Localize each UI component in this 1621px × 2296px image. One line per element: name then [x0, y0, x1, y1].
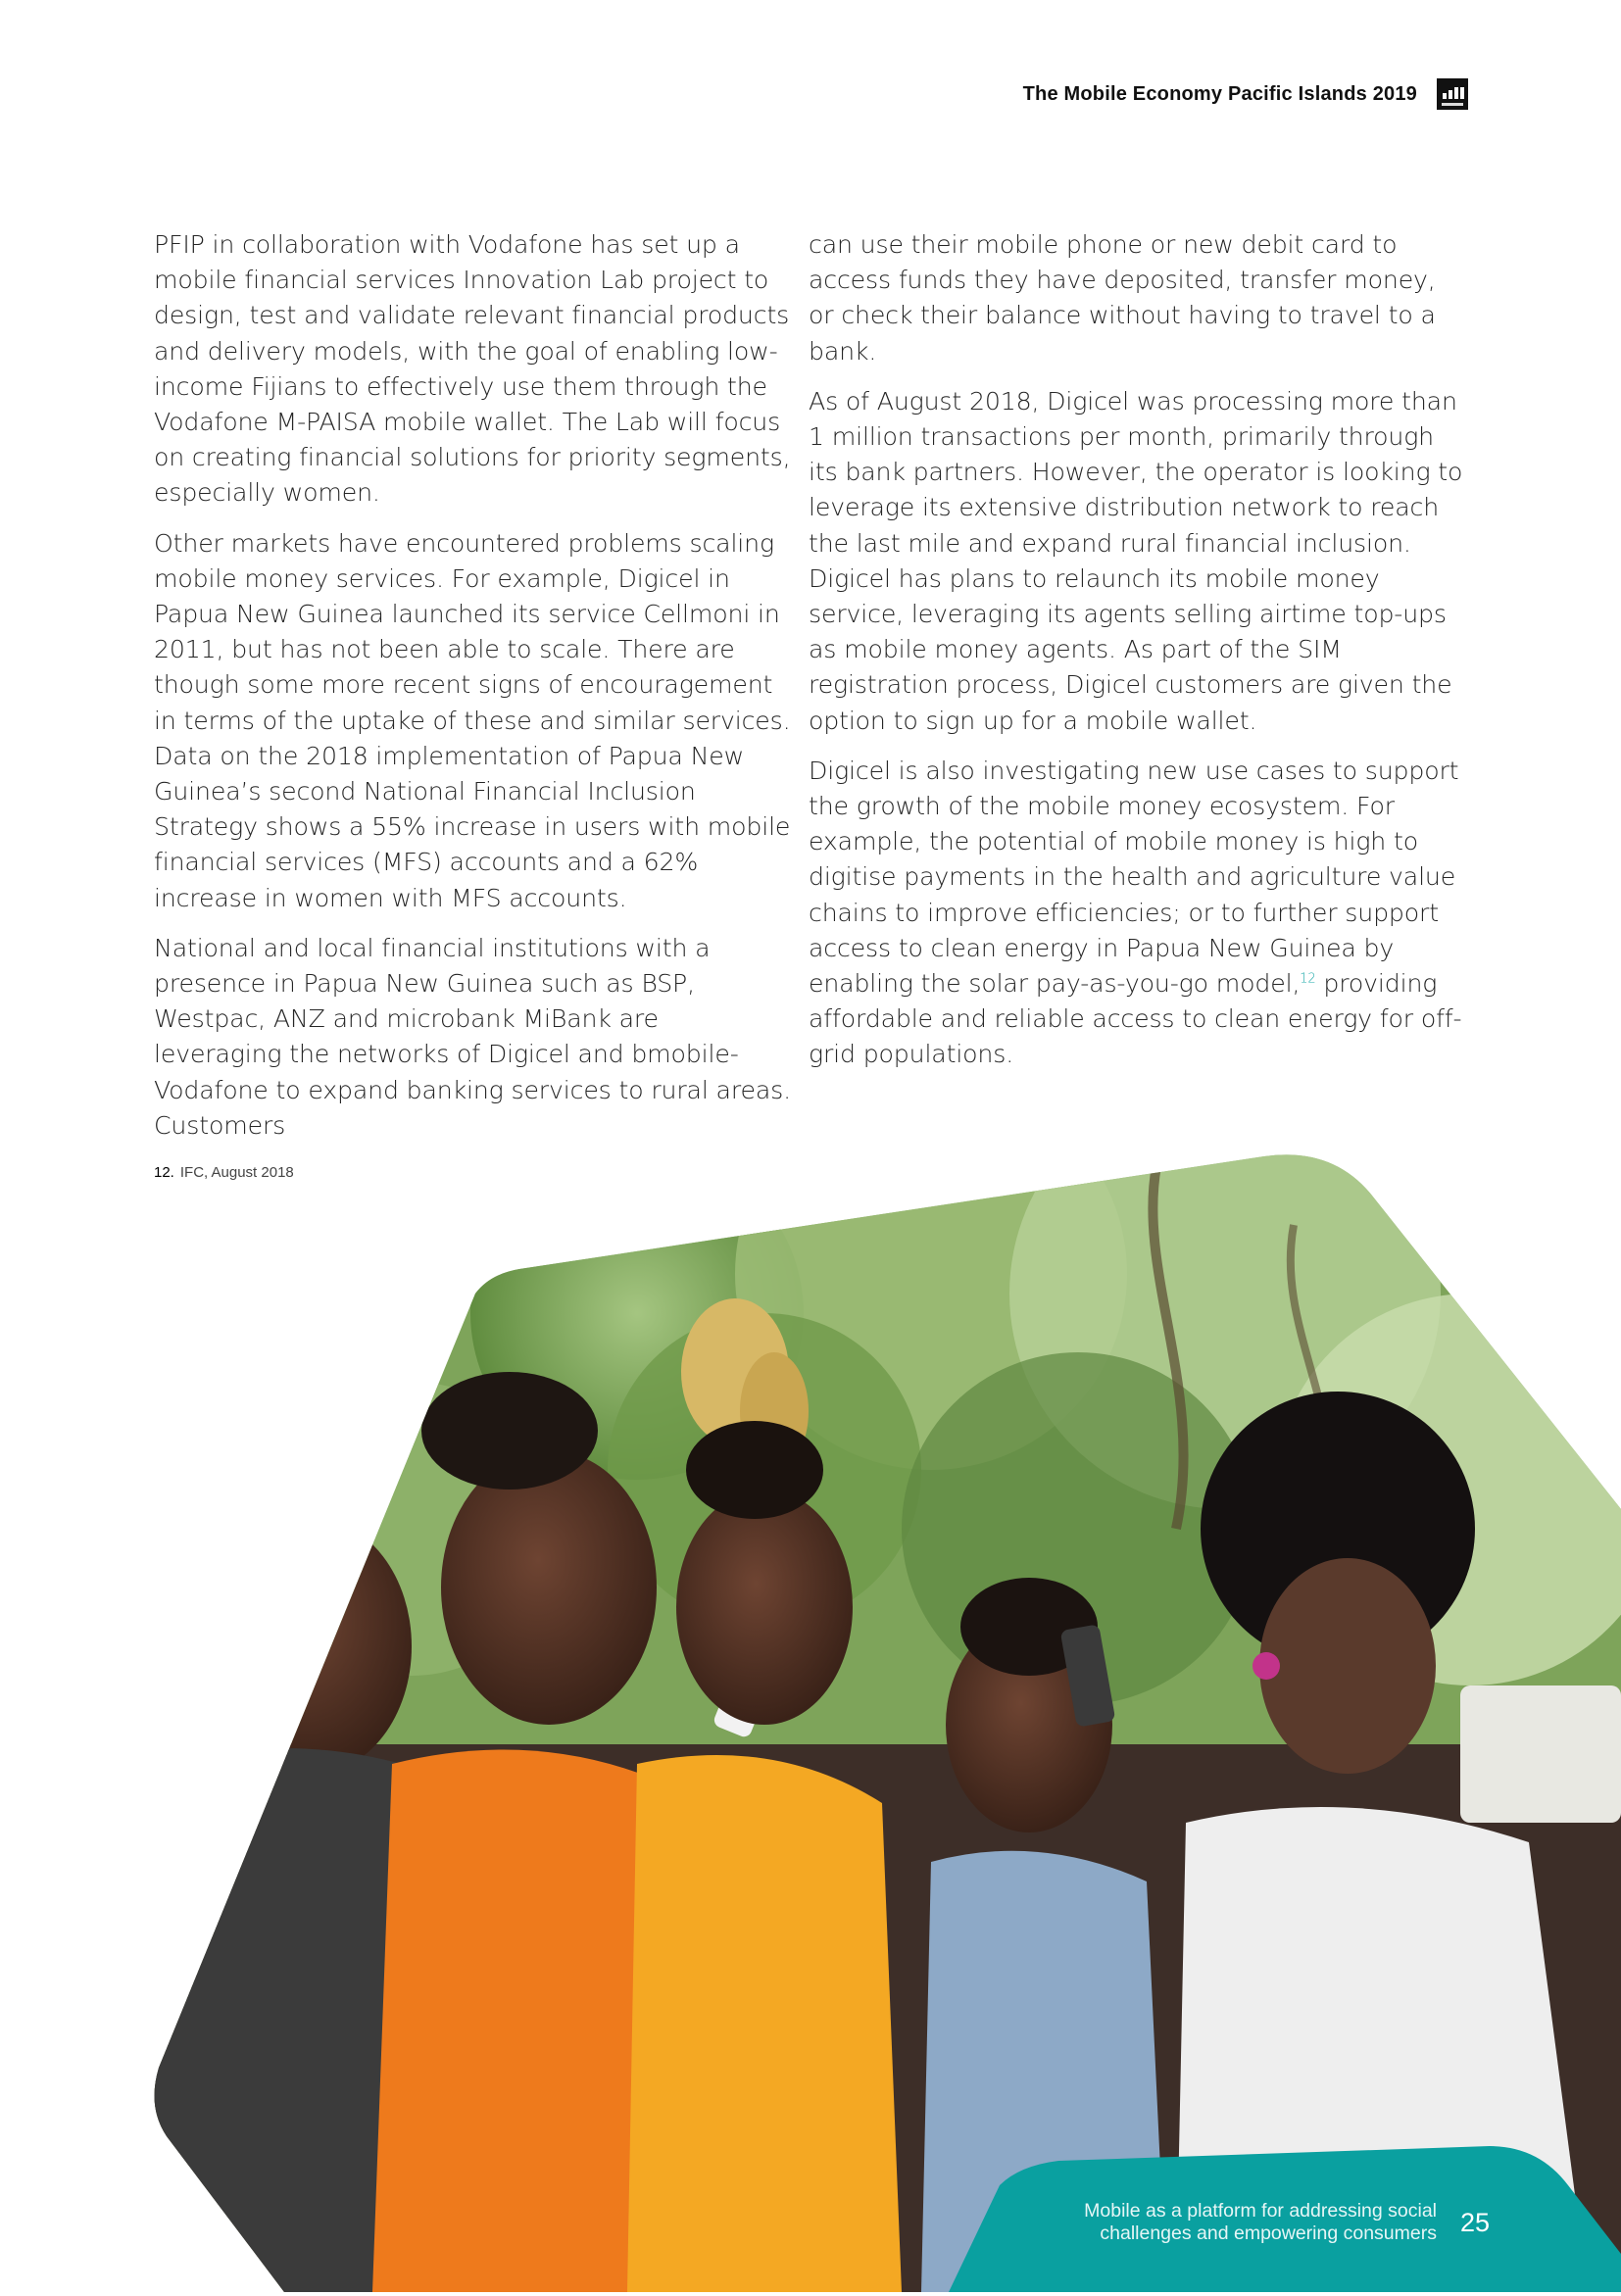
- page-number: 25: [1460, 2208, 1491, 2237]
- footnote-text: IFC, August 2018: [179, 1164, 294, 1181]
- footer-line: challenges and empowering consumers: [1100, 2223, 1437, 2244]
- paragraph: can use their mobile phone or new debit card to access funds they have deposited, transfer money, or check their balance without having to travel to a bank.: [809, 230, 1436, 366]
- paragraph-text-continued: providing affordable and reliable access to clean energy for off-grid populations.: [809, 969, 1462, 1069]
- paragraph: National and local financial institutions with a presence in Papua New Guinea such as BSP, Westpac, ANZ and microbank MiBank are leveraging the networks of Digicel and bmobile-Vodafone to expand banking services to rural areas. Customers: [154, 933, 791, 1140]
- footnote-number: 12.: [154, 1164, 174, 1181]
- footer-line: Mobile as a platform for addressing social: [1084, 2200, 1437, 2222]
- paragraph: Other markets have encountered problems scaling mobile money services. For example, Digicel in Papua New Guinea launched its service Cellmoni in 2011, but has not been able to scale. There are though some more recent signs of encouragement in terms of the uptake of these and similar services. Data on the 2018 implementation of Papua New Guinea’s second National Financial Inclusion Strategy shows a 55% increase in users with mobile financial services (MFS) accounts and a 62% increase in women with MFS accounts.: [154, 528, 791, 912]
- report-title: The Mobile Economy Pacific Islands 2019: [1022, 82, 1417, 105]
- paragraph: PFIP in collaboration with Vodafone has set up a mobile financial services Innovation Lab project to design, test and validate relevant financial products and delivery models, with the goal of enabling low-income Fijians to effectively use them through the Vodafone M-PAISA mobile wallet. The Lab will focus on creating financial solutions for priority segments, especially women.: [154, 230, 791, 508]
- footer-section-title: [1084, 2200, 1437, 2245]
- paragraph-text: Digicel is also investigating new use cases to support the growth of the mobile money ecosystem. For example, the potential of mobile money is high to digitise payments in the health and agriculture value chains to improve efficiencies; or to further support access to clean energy in Papua New Guinea by enabling the solar pay-as-you-go model,: [809, 756, 1459, 999]
- paragraph: As of August 2018, Digicel was processing more than 1 million transactions per month, primarily through its bank partners. However, the operator is looking to leverage its extensive distribution network to reach the last mile and expand rural financial inclusion. Digicel has plans to relaunch its mobile money service, leveraging its agents selling airtime top-ups as mobile money agents. As part of the SIM registration process, Digicel customers are given the option to sign up for a mobile wallet.: [809, 386, 1463, 735]
- footnote-reference[interactable]: 12: [1300, 971, 1316, 987]
